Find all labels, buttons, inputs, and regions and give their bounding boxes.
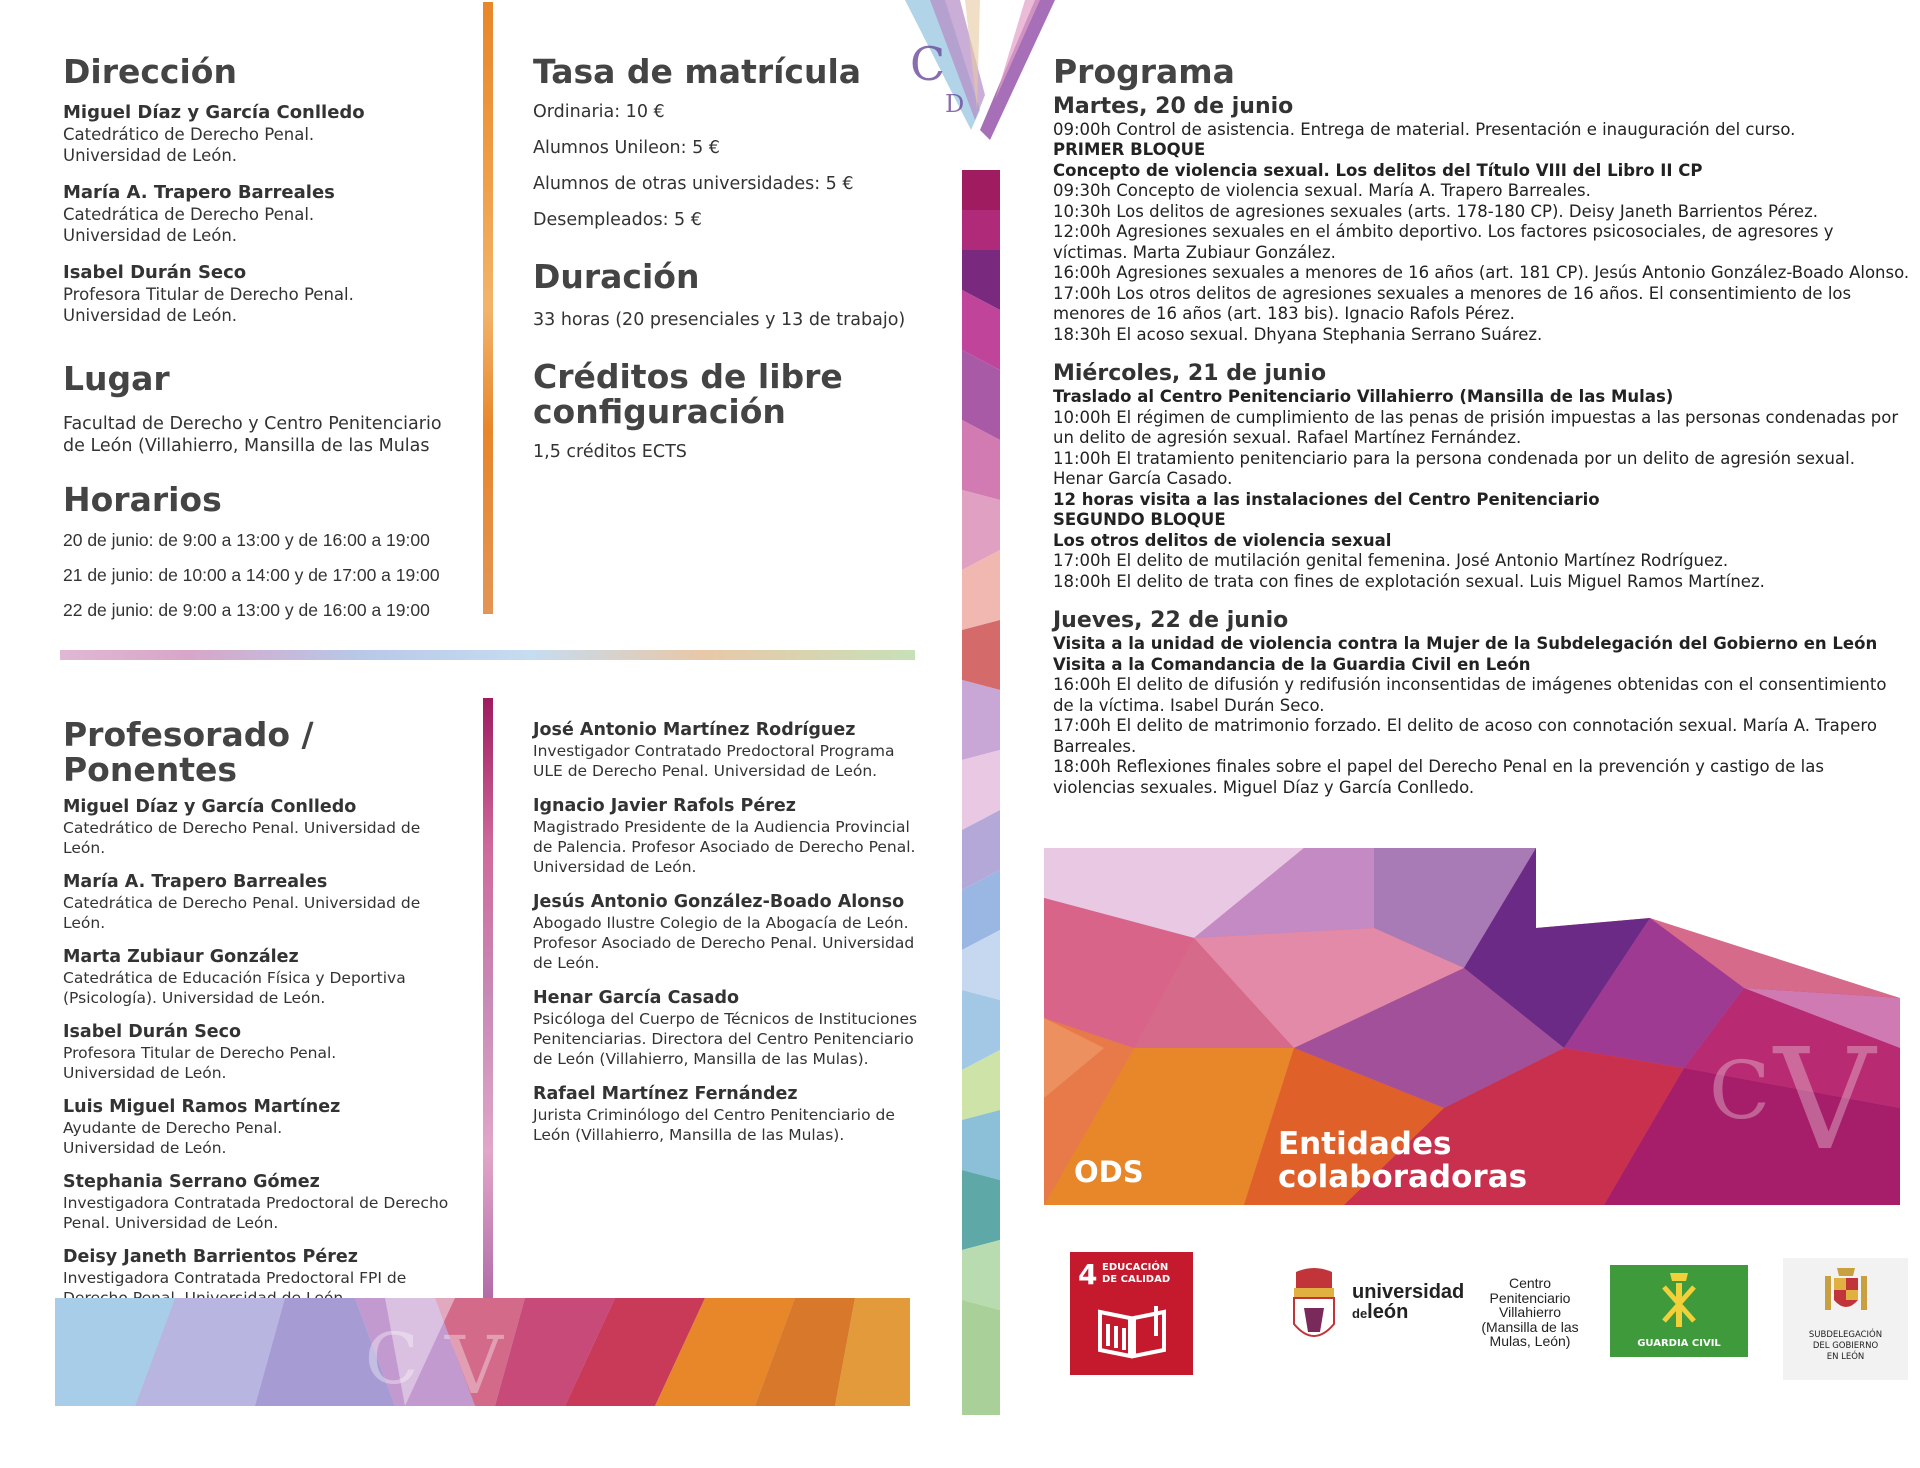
ponente-desc: Abogado Ilustre Colegio de la Abogacía de León. — [533, 914, 909, 932]
cp-line: Villahierro — [1499, 1304, 1561, 1320]
profesorado-title: Profesorado / Ponentes — [63, 715, 314, 789]
programa-line: 09:00h Control de asistencia. Entrega de material. Presentación e inauguración del curso. — [1053, 119, 1796, 139]
horario-line: 20 de junio: de 9:00 a 13:00 y de 16:00 a 19:00 — [63, 529, 430, 550]
ponente-entry — [533, 1084, 933, 1145]
programa-line: violencias sexuales. Miguel Díaz y García Conlledo. — [1053, 777, 1475, 797]
svg-text:V: V — [445, 1319, 503, 1406]
centro-penitenciario-text — [1470, 1276, 1590, 1349]
profesorado-section — [63, 715, 473, 1308]
direccion-section — [63, 52, 473, 326]
person-desc: Catedrático de Derecho Penal. — [63, 124, 315, 144]
programa-section — [1053, 52, 1913, 798]
programa-line: SEGUNDO BLOQUE — [1053, 510, 1226, 530]
programa-line: 10:00h El régimen de cumplimiento de las penas de prisión impuestas a las personas condenadas por — [1053, 407, 1899, 427]
ule-leon: león — [1367, 1301, 1409, 1323]
lugar-line: Facultad de Derecho y Centro Penitenciario — [63, 413, 442, 434]
svg-text:D: D — [945, 90, 965, 118]
ponente-desc: Investigador Contratado Predoctoral Programa — [533, 742, 895, 760]
ponente-entry — [63, 1172, 473, 1233]
ponente-name: Henar García Casado — [533, 988, 740, 1008]
ods-number: 4 — [1078, 1258, 1098, 1291]
guardia-civil-logo — [1610, 1265, 1748, 1357]
creditos-text: 1,5 créditos ECTS — [533, 442, 687, 463]
ponente-entry — [533, 720, 933, 781]
programa-line: 18:00h Reflexiones finales sobre el papel del Derecho Penal en la prevención y castigo de las — [1053, 757, 1824, 777]
ponente-desc: de León (Villahierro, Mansilla de las Mulas). — [533, 1050, 869, 1068]
direccion-person — [63, 102, 473, 166]
duracion-text: 33 horas (20 presenciales y 13 de trabajo) — [533, 309, 906, 330]
ponente-desc: Catedrático de Derecho Penal. Universidad de — [63, 819, 421, 838]
lugar-title: Lugar — [63, 359, 170, 398]
ule-crest-icon — [1290, 1266, 1338, 1348]
programa-line: 10:30h Los delitos de agresiones sexuales (arts. 178-180 CP). Deisy Janeth Barrientos Pérez. — [1053, 201, 1818, 221]
duracion-section — [533, 257, 933, 337]
programa-line: Concepto de violencia sexual. Los delitos del Título VIII del Libro II CP — [1053, 160, 1703, 180]
programa-line: PRIMER BLOQUE — [1053, 140, 1206, 160]
ponente-name: Jesús Antonio González-Boado Alonso — [533, 892, 905, 912]
spain-coat-of-arms-icon — [1823, 1264, 1869, 1316]
programa-line: 18:30h El acoso sexual. Dhyana Stephania Serrano Suárez. — [1053, 324, 1543, 344]
ponente-desc: Investigadora Contratada Predoctoral FPI de — [63, 1269, 407, 1288]
person-desc: Universidad de León. — [63, 305, 238, 325]
ponente-name: María A. Trapero Barreales — [63, 872, 328, 893]
ponente-desc: Penitenciarias. Directora del Centro Penitenciario — [533, 1030, 914, 1048]
ponente-entry — [63, 1097, 473, 1158]
banner-entidades-line: colaboradoras — [1278, 1159, 1528, 1195]
creditos-section — [533, 357, 933, 469]
programa-title: Programa — [1053, 52, 1235, 91]
duracion-title: Duración — [533, 257, 700, 296]
person-desc: Universidad de León. — [63, 225, 238, 245]
ponente-entry — [63, 797, 473, 858]
cp-line: Penitenciario — [1489, 1289, 1571, 1306]
ponente-desc: Universidad de León. — [63, 1064, 227, 1083]
programa-line: 12 horas visita a las instalaciones del Centro Penitenciario — [1053, 489, 1600, 509]
lugar-section — [63, 359, 473, 457]
programa-line: 11:00h El tratamiento penitenciario para la persona condenada por un delito de agresión sexual. — [1053, 448, 1855, 468]
programa-line: víctimas. Marta Zubiaur González. — [1053, 242, 1336, 262]
ponente-desc: Profesora Titular de Derecho Penal. — [63, 1044, 337, 1063]
subdelegacion-logo — [1783, 1258, 1908, 1380]
ponente-entry — [63, 1022, 473, 1083]
ponente-desc: Catedrática de Derecho Penal. Universidad de — [63, 894, 421, 913]
ponente-desc: León (Villahierro, Mansilla de las Mulas). — [533, 1126, 845, 1144]
programa-line: menores de 16 años (art. 183 bis). Ignacio Rafols Pérez. — [1053, 304, 1515, 324]
ponente-name: Deisy Janeth Barrientos Pérez — [63, 1247, 358, 1268]
tasa-line: Desempleados: 5 € — [533, 209, 702, 230]
ponente-entry — [533, 796, 933, 877]
programa-line: 17:00h Los otros delitos de agresiones sexuales a menores de 16 años. El consentimiento de los — [1053, 283, 1852, 303]
sub-line: SUBDELEGACIÓN — [1808, 1330, 1883, 1340]
programa-line: 16:00h El delito de difusión y redifusión inconsentidas de imágenes obtenidas con el consentimiento — [1053, 675, 1887, 695]
ponente-desc: Profesor Asociado de Derecho Penal. Universidad — [533, 934, 915, 952]
cp-line: (Mansilla de las — [1481, 1318, 1579, 1335]
person-desc: Catedrática de Derecho Penal. — [63, 204, 315, 224]
programa-line: Barreales. — [1053, 736, 1137, 756]
ponente-desc: Catedrática de Educación Física y Deportiva — [63, 969, 406, 988]
ponente-desc: Universidad de León. — [533, 858, 697, 876]
creditos-title-2: configuración — [533, 391, 786, 431]
programa-day-title: Martes, 20 de junio — [1053, 93, 1294, 119]
tasa-line: Alumnos de otras universidades: 5 € — [533, 173, 854, 194]
ponente-desc: Psicóloga del Cuerpo de Técnicos de Instituciones — [533, 1010, 918, 1028]
programa-line: 16:00h Agresiones sexuales a menores de 16 años (art. 181 CP). Jesús Antonio González-Boado Alonso. — [1053, 263, 1910, 283]
ponente-desc: (Psicología). Universidad de León. — [63, 989, 326, 1008]
ods4-logo — [1070, 1252, 1193, 1375]
banner-entidades-label — [1278, 1128, 1527, 1194]
ponente-desc: Ayudante de Derecho Penal. — [63, 1119, 283, 1138]
ponente-desc: León. — [63, 914, 106, 933]
ponente-desc: ULE de Derecho Penal. Universidad de León. — [533, 762, 878, 780]
ponente-desc: Universidad de León. — [63, 1139, 227, 1158]
book-icon — [1096, 1304, 1168, 1359]
programa-line: Los otros delitos de violencia sexual — [1053, 530, 1392, 550]
divider-orange-top — [483, 2, 493, 614]
programa-day — [1053, 361, 1913, 592]
programa-day — [1053, 608, 1913, 798]
programa-day-title: Miércoles, 21 de junio — [1053, 361, 1327, 387]
programa-line: un delito de agresión sexual. Rafael Martínez Fernández. — [1053, 428, 1522, 448]
svg-text:C: C — [365, 1318, 419, 1400]
programa-line: 09:30h Concepto de violencia sexual. María A. Trapero Barreales. — [1053, 181, 1591, 201]
ponente-desc: de Palencia. Profesor Asociado de Derecho Penal. — [533, 838, 916, 856]
ponente-entry — [533, 892, 933, 973]
ponente-desc: Magistrado Presidente de la Audiencia Provincial — [533, 818, 910, 836]
ponente-name: Marta Zubiaur González — [63, 947, 299, 968]
person-desc: Profesora Titular de Derecho Penal. — [63, 284, 354, 304]
programa-line: de la víctima. Isabel Durán Seco. — [1053, 695, 1325, 715]
center-mosaic-strip — [962, 170, 1000, 1415]
ponente-name: Luis Miguel Ramos Martínez — [63, 1097, 341, 1118]
direccion-person — [63, 182, 473, 246]
tasa-section — [533, 52, 933, 238]
ponente-desc: de León. — [533, 954, 600, 972]
programa-line: 18:00h El delito de trata con fines de explotación sexual. Luis Miguel Ramos Martínez. — [1053, 571, 1765, 591]
ponente-name: José Antonio Martínez Rodríguez — [533, 720, 856, 740]
ponente-name: Isabel Durán Seco — [63, 1022, 242, 1043]
ponente-entry — [533, 988, 933, 1069]
lugar-line: de León (Villahierro, Mansilla de las Mulas — [63, 435, 430, 456]
cp-line: Mulas, León) — [1489, 1333, 1571, 1349]
tasa-title: Tasa de matrícula — [533, 52, 862, 91]
programa-line: Traslado al Centro Penitenciario Villahierro (Mansilla de las Mulas) — [1053, 387, 1674, 407]
programa-day — [1053, 94, 1913, 346]
creditos-title-1: Créditos de libre — [533, 357, 843, 396]
ods-text: DE CALIDAD — [1102, 1274, 1171, 1285]
divider-magenta-bottom — [483, 698, 493, 1303]
person-name: Isabel Durán Seco — [63, 261, 247, 283]
banner-ods-label: ODS — [1074, 1155, 1144, 1189]
ule-name: universidad — [1352, 1281, 1465, 1303]
person-name: María A. Trapero Barreales — [63, 181, 335, 203]
ponente-desc: Investigadora Contratada Predoctoral de Derecho — [63, 1194, 449, 1213]
profesorado-right — [533, 720, 933, 1145]
ponente-desc: Penal. Universidad de León. — [63, 1214, 279, 1233]
ponente-desc: León. — [63, 839, 106, 858]
programa-day-title: Jueves, 22 de junio — [1053, 608, 1289, 634]
programa-line: 17:00h El delito de matrimonio forzado. El delito de acoso con connotación sexual. María A. Trapero — [1053, 716, 1877, 736]
horario-line: 22 de junio: de 9:00 a 13:00 y de 16:00 a 19:00 — [63, 599, 430, 620]
sub-line: EN LEÓN — [1826, 1352, 1865, 1362]
guardia-civil-emblem-icon — [1658, 1271, 1700, 1331]
tasa-line: Ordinaria: 10 € — [533, 101, 665, 122]
programa-line: Visita a la unidad de violencia contra la Mujer de la Subdelegación del Gobierno en León — [1053, 634, 1878, 654]
ponente-desc: Jurista Criminólogo del Centro Penitenciario de — [533, 1106, 895, 1124]
svg-text:C: C — [910, 37, 946, 91]
person-name: Miguel Díaz y García Conlledo — [63, 101, 365, 123]
horario-line: 21 de junio: de 10:00 a 14:00 y de 17:00 a 19:00 — [63, 564, 440, 585]
ponente-entry — [63, 947, 473, 1008]
ponente-name: Rafael Martínez Fernández — [533, 1084, 798, 1104]
ule-logo — [1290, 1262, 1465, 1352]
horizontal-divider — [60, 650, 915, 660]
ponente-entry — [63, 872, 473, 933]
tasa-line: Alumnos Unileon: 5 € — [533, 137, 720, 158]
programa-line: Henar García Casado. — [1053, 469, 1233, 489]
direccion-title: Dirección — [63, 52, 237, 91]
cp-line: Centro — [1508, 1275, 1552, 1291]
programa-line: 12:00h Agresiones sexuales en el ámbito deportivo. Los factores psicosociales, de agresores y — [1053, 222, 1834, 242]
person-desc: Universidad de León. — [63, 145, 238, 165]
horarios-title: Horarios — [63, 480, 222, 519]
sub-line: DEL GOBIERNO — [1812, 1341, 1879, 1351]
svg-text:V: V — [1774, 1019, 1876, 1182]
direccion-person — [63, 262, 473, 326]
ponente-name: Ignacio Javier Rafols Pérez — [533, 796, 796, 816]
horarios-section — [63, 480, 483, 627]
bottom-left-mosaic — [55, 1298, 910, 1406]
ods-text: EDUCACIÓN — [1102, 1262, 1169, 1273]
programa-line: 17:00h El delito de mutilación genital femenina. José Antonio Martínez Rodríguez. — [1053, 551, 1729, 571]
banner-entidades-line: Entidades — [1278, 1126, 1452, 1162]
ponente-name: Miguel Díaz y García Conlledo — [63, 797, 357, 818]
ponente-name: Stephania Serrano Gómez — [63, 1172, 320, 1193]
svg-text:C: C — [1709, 1044, 1771, 1137]
ule-de: de — [1352, 1306, 1368, 1321]
programa-line: Visita a la Comandancia de la Guardia Civil en León — [1053, 654, 1531, 674]
guardia-civil-label: GUARDIA CIVIL — [1637, 1338, 1721, 1349]
